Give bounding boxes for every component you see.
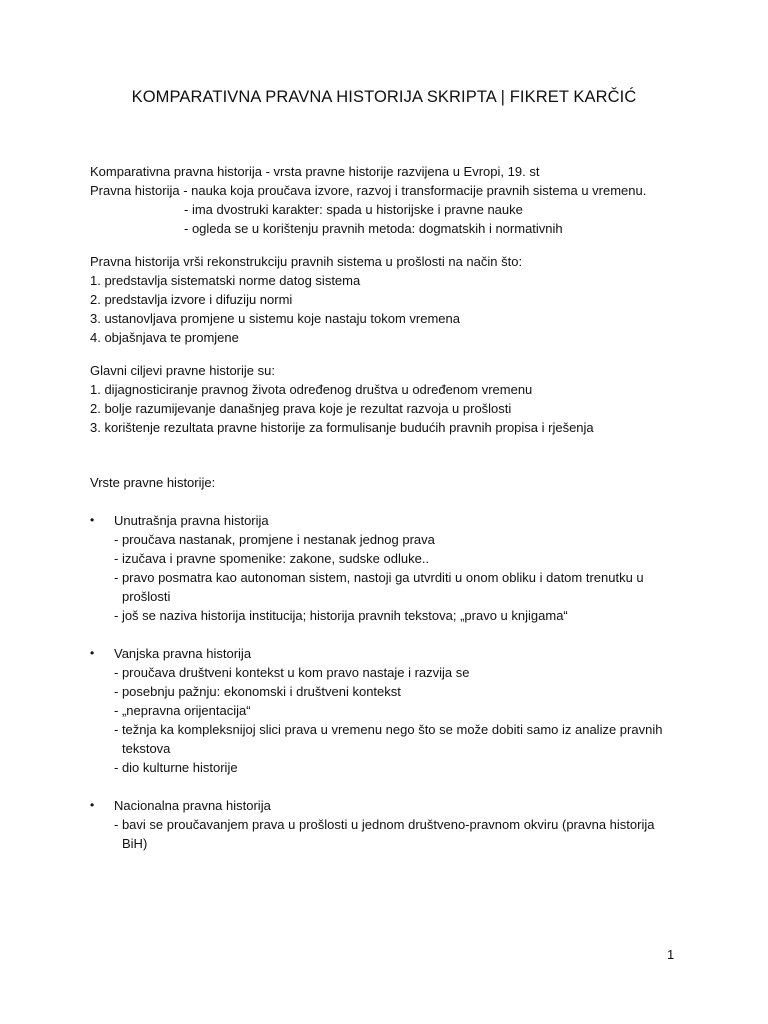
list-item: 1. dijagnosticiranje pravnog života određenog društva u određenom vremenu (90, 382, 533, 397)
bullet-icon: • (90, 798, 95, 812)
document-title: KOMPARATIVNA PRAVNA HISTORIJA SKRIPTA | FIKRET KARČIĆ (131, 88, 637, 106)
document-body (90, 162, 690, 872)
definition-paragraph (90, 181, 690, 238)
reconstruction-heading: Pravna historija vrši rekonstrukciju pravnih sistema u prošlosti na način što: (90, 254, 523, 269)
section-line: - proučava društveni kontekst u kom pravo nastaje i razvija se (114, 665, 470, 680)
types-heading: Vrste pravne historije: (90, 475, 216, 490)
section-line: - dio kulturne historije (114, 760, 238, 775)
section-line: - izučava i pravne spomenike: zakone, sudske odluke.. (114, 551, 430, 566)
definition-line: - ima dvostruki karakter: spada u historijske i pravne nauke (184, 202, 523, 217)
section-line: - posebnju pažnju: ekonomski i društveni kontekst (114, 684, 401, 699)
section-line: - proučava nastanak, promjene i nestanak jednog prava (114, 532, 435, 547)
bullet-icon: • (90, 646, 95, 660)
spacer (90, 437, 690, 473)
types-section-external (90, 644, 690, 777)
definition-line: - ogleda se u korištenju pravnih metoda: dogmatskih i normativnih (184, 221, 563, 236)
types-section-national (90, 796, 690, 853)
section-title: Vanjska pravna historija (114, 646, 252, 661)
list-item: 2. predstavlja izvore i difuziju normi (90, 292, 293, 307)
list-item: 4. objašnjava te promjene (90, 330, 239, 345)
section-title: Nacionalna pravna historija (114, 798, 271, 813)
list-item: 3. ustanovljava promjene u sistemu koje nastaju tokom vremena (90, 311, 460, 326)
page-number: 1 (667, 947, 675, 962)
section-line: - pravo posmatra kao autonoman sistem, nastoji ga utvrditi u onom obliku i datom trenutku u prošlosti (114, 570, 644, 604)
definition-line: Pravna historija - nauka koja proučava izvore, razvoj i transformacije pravnih sistema u vremenu. (90, 183, 647, 198)
section-line: - težnja ka kompleksnijoj slici prava u vremenu nego što se može dobiti samo iz analize pravnih tekstova (114, 722, 663, 756)
goals-heading: Glavni ciljevi pravne historije su: (90, 363, 275, 378)
section-line: - bavi se proučavanjem prava u prošlosti u jednom društveno-pravnom okviru (pravna historija BiH) (114, 817, 655, 851)
bullet-icon: • (90, 513, 95, 527)
list-item: 2. bolje razumijevanje današnjeg prava koje je rezultat razvoja u prošlosti (90, 401, 512, 416)
section-line: - „nepravna orijentacija“ (114, 703, 251, 718)
goals-list (90, 380, 690, 437)
reconstruction-list (90, 271, 690, 347)
section-title: Unutrašnja pravna historija (114, 513, 269, 528)
section-line: - još se naziva historija institucija; historija pravnih tekstova; „pravo u knjigama“ (114, 608, 568, 623)
list-item: 3. korištenje rezultata pravne historije za formulisanje budućih pravnih propisa i rješenja (90, 420, 594, 435)
types-section-internal (90, 511, 690, 625)
list-item: 1. predstavlja sistematski norme datog sistema (90, 273, 361, 288)
intro-paragraph: Komparativna pravna historija - vrsta pravne historije razvijena u Evropi, 19. st (90, 164, 540, 179)
